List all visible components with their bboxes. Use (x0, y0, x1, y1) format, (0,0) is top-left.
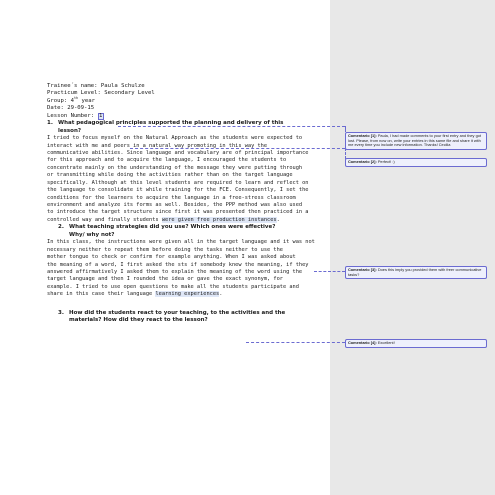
answer-2-text: share in this case their language (47, 291, 156, 298)
answer-1-line: communicative abilities. Since language and vocabulary are of principal importance (47, 149, 309, 156)
answer-2-line: example. I tried to use open questions to make all the students participate and (47, 283, 299, 290)
question-1-number: 1. (47, 120, 53, 127)
answer-1-line: I tried to focus myself on the Natural Approach as the students were expected to (47, 135, 303, 142)
answer-1-line: for this approach and to acquire the language, I encouraged the students to (47, 157, 287, 164)
trainee-name-line: Trainee´s name: Paula Schulze (47, 83, 145, 89)
comment-3-title: Comentario [3]: (348, 267, 377, 272)
comment-2-text: Perfect! :) (376, 159, 395, 164)
question-1-text: What pedagogical principles supported the planning and delivery of this (58, 120, 284, 127)
answer-2-period: . (219, 291, 223, 298)
answer-1-text: controlled way and finally students (47, 216, 162, 223)
group-suffix: year (78, 97, 96, 104)
answer-2-line: the meaning of a word, I first asked the sts if somebody knew the meaning, if they (47, 261, 309, 268)
comment-2-connector-vertical (345, 148, 346, 159)
comment-3-text: Does this imply you provided them with freer communicative tasks? (348, 267, 482, 277)
document-body[interactable] (47, 83, 330, 325)
group-superscript: th (73, 96, 79, 101)
comment-4-title: Comentario [4]: (348, 340, 377, 345)
answer-1-line: the language to consolidate it while training for the FCE. Consequently, I set the (47, 187, 309, 194)
comment-1-connector-vertical (345, 126, 346, 132)
comment-1-title: Comentario [1]: (348, 133, 377, 138)
answer-1-line: to introduce the target structure since first it was presented then practiced in a (47, 209, 309, 216)
question-2-number: 2. (58, 224, 64, 231)
comment-balloon-1[interactable] (345, 132, 487, 150)
comment-balloon-2[interactable] (345, 158, 487, 167)
comment-anchor-3[interactable]: were given free production instances (161, 216, 277, 223)
comment-1-text: Paula, I had made comments to your first entry and they got lost. Please, from now on, write your entries in this same file and share it with me every time you include new information. Thanks! Cecilia (348, 133, 481, 148)
comment-anchor-4[interactable]: learning experiences (155, 291, 220, 298)
group-prefix: Group: 4 (47, 97, 74, 104)
question-2-continued: Why/ why not? (69, 231, 115, 238)
comment-3-connector (314, 271, 345, 272)
answer-1-line: interact with me and peers in a natural way promoting in this way the (47, 142, 268, 149)
question-3-number: 3. (58, 309, 64, 316)
question-1-continued: lesson? (58, 127, 82, 134)
practicum-level-line: Practicum Level: Secondary Level (47, 90, 155, 97)
comment-margin-pane (330, 0, 495, 495)
lesson-number-line (47, 113, 330, 120)
group-line (47, 98, 330, 105)
answer-2-line: necessary neither to repeat them before doing the tasks neither to use the (47, 246, 283, 253)
comment-4-connector (246, 342, 345, 343)
answer-2-line: target language and then I rounded the idea or gave the exact synonym, for (47, 276, 283, 283)
answer-1-line: or transmitting while doing the activities rather than on the target language (47, 172, 293, 179)
answer-1-line: environment and analyze its forms as well. Besides, the PPP method was also used (47, 202, 303, 208)
question-3-text: How did the students react to your teaching, to the activities and the (69, 309, 286, 316)
question-2 (47, 224, 330, 231)
comment-2-connector (130, 148, 345, 149)
spacer (47, 299, 330, 310)
answer-1-line: conditions for the learners to acquire the language in a free-stress classroom (47, 194, 296, 201)
answer-2-line: answered affirmatively I asked them to explain the meaning of the word using the (47, 268, 303, 275)
answer-1-line: concentrate mainly on the understanding of the message they were putting through (47, 164, 303, 171)
answer-1-period: . (276, 216, 280, 223)
comment-1-connector (118, 126, 345, 127)
lesson-number-label: Lesson Number: (47, 112, 95, 119)
comment-balloon-4[interactable] (345, 339, 487, 348)
answer-2-line: mother tongue to check or confirm for example anything. When I was asked about (47, 254, 296, 261)
answer-2 (47, 239, 330, 299)
comment-balloon-3[interactable] (345, 266, 487, 279)
answer-1-line: specifically. Although at this level students are required to learn and reflect on (47, 179, 309, 186)
answer-2-last-line (47, 291, 330, 298)
question-2-text: What teaching strategies did you use? Which ones were effective? (69, 224, 276, 231)
answer-1-last-line (47, 217, 330, 224)
comment-4-text: Excellent! (376, 340, 395, 345)
comment-anchor-1[interactable]: 1 (99, 112, 103, 119)
answer-2-line: In this class, the instructions were given all in the target language and it was not (47, 239, 315, 246)
question-3-continued: materials? How did they react to the lesson? (69, 317, 208, 324)
date-line: Date: 29-09-15 (47, 105, 95, 112)
comment-2-title: Comentario [2]: (348, 159, 377, 164)
question-3 (47, 310, 330, 317)
